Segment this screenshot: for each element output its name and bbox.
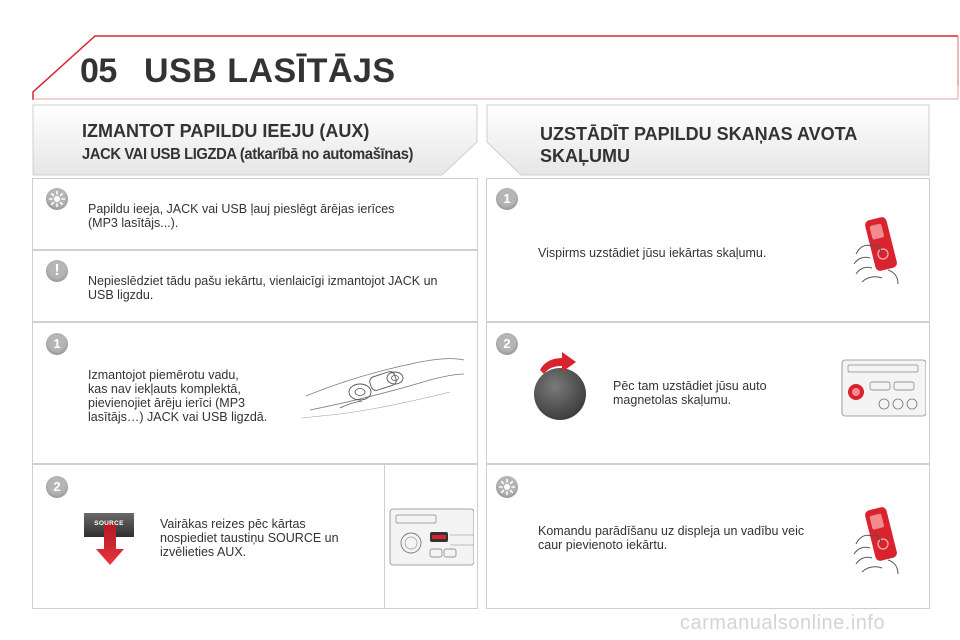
watermark: carmanualsonline.info (680, 612, 886, 634)
info-icon (46, 188, 68, 210)
chapter-number: 05 (80, 52, 117, 90)
text-line: pievienojiet ārēju ierīci (MP3 (88, 396, 246, 410)
info-icon (496, 476, 518, 498)
step-number: 2 (503, 336, 511, 351)
step-number: 1 (53, 336, 61, 351)
warning-text (88, 274, 438, 302)
text-line: lasītājs…) JACK vai USB ligzdā. (88, 410, 268, 424)
source-button-illustration (80, 505, 138, 569)
hand-holding-device-illustration (848, 214, 912, 286)
text-line: caur pievienoto iekārtu. (538, 538, 668, 552)
step-number: 2 (53, 479, 61, 494)
info-badge (46, 188, 68, 210)
step-badge-1 (46, 333, 68, 355)
text-line: Pēc tam uzstādiet jūsu auto (613, 379, 767, 393)
right-info-text (538, 524, 804, 552)
jack-usb-socket-illustration (300, 352, 466, 422)
text-line: Vairākas reizes pēc kārtas (160, 517, 306, 531)
text-line: nospiediet taustiņu SOURCE un (160, 531, 339, 545)
right-panel-title-line-1: UZSTĀDĪT PAPILDU SKAŅAS AVOTA (540, 124, 858, 144)
text-line: Vispirms uzstādiet jūsu iekārtas skaļumu. (538, 246, 767, 260)
text-line: izvēlieties AUX. (160, 545, 247, 559)
radio-unit-illustration (838, 356, 926, 420)
left-panel-title: IZMANTOT PAPILDU IEEJU (AUX) (82, 121, 370, 141)
hand-holding-device-illustration (848, 504, 912, 576)
step1-text (88, 368, 267, 424)
source-button: SOURCE (94, 520, 124, 527)
right-step1-text (538, 246, 766, 260)
step-badge-2 (46, 476, 68, 498)
right-panel-title (540, 123, 900, 167)
right-panel-title-line-2: SKAĻUMU (540, 146, 630, 166)
text-line: kas nav iekļauts komplektā, (88, 382, 241, 396)
warning-icon: ! (54, 262, 60, 279)
step-number: 1 (503, 191, 511, 206)
info-badge (496, 476, 518, 498)
text-line: Papildu ieeja, JACK vai USB ļauj pieslēgt ārējas ierīces (88, 202, 395, 216)
text-line: magnetolas skaļumu. (613, 393, 732, 407)
text-line: Komandu parādīšanu uz displeja un vadību veic (538, 524, 805, 538)
step2-text (160, 517, 339, 559)
right-step2-text (613, 379, 767, 407)
text-line: Izmantojot piemērotu vadu, (88, 368, 239, 382)
step-badge-1 (496, 188, 518, 210)
text-line: Nepieslēdziet tādu pašu iekārtu, vienlaicīgi izmantojot JACK un (88, 274, 438, 288)
radio-unit-illustration (386, 505, 474, 569)
left-panel-subtitle: JACK VAI USB LIGZDA (atkarībā no automašīnas) (82, 146, 414, 163)
info-text (88, 202, 394, 230)
chapter-title: USB LASĪTĀJS (144, 52, 396, 90)
text-line: (MP3 lasītājs...). (88, 216, 179, 230)
warning-badge (46, 260, 68, 282)
text-line: USB ligzdu. (88, 288, 154, 302)
volume-knob-illustration (530, 348, 594, 424)
step-badge-2 (496, 333, 518, 355)
